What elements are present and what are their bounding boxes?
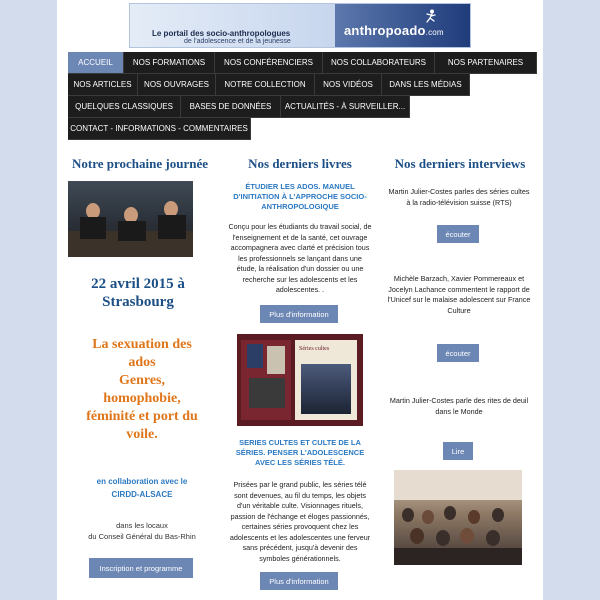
partner-link[interactable]: CIRDD-ALSACE: [111, 490, 173, 499]
nav-row-1: [68, 52, 538, 74]
site-banner[interactable]: [129, 3, 471, 48]
event-date: 22 avril 2015 à Strasbourg: [91, 276, 185, 310]
book2-cover-title: Séries cultes: [299, 346, 330, 352]
nav-bases-donnees[interactable]: BASES DE DONNÉES: [181, 96, 281, 118]
brand-logo-text: anthropoado.com: [344, 23, 444, 38]
banner-tagline: Le portail des socio-anthropologues: [152, 29, 291, 38]
nav-row-3: [68, 96, 538, 118]
interview3-read-button[interactable]: Lire: [443, 442, 473, 460]
nav-contact[interactable]: CONTACT - INFORMATIONS - COMMENTAIRES: [68, 118, 251, 140]
books-column: [223, 143, 377, 172]
brand-figure-icon: [424, 9, 438, 23]
event-topic: La sexuation des ados Genres, homophobie, féminité et port du voile.: [86, 337, 198, 442]
book2-cover-image[interactable]: [237, 334, 363, 426]
nav-classiques[interactable]: QUELQUES CLASSIQUES: [68, 96, 181, 118]
nav-formations[interactable]: NOS FORMATIONS: [124, 52, 215, 74]
interview1-text: Martin Julier-Costes parles des séries cultes à la radio-télévision suisse (RTS): [388, 187, 530, 207]
event-column: [63, 143, 217, 172]
books-heading: Nos derniers livres: [248, 156, 352, 171]
book1-title[interactable]: ÉTUDIER LES ADOS. MANUEL D'INITIATION À L'APPROCHE SOCIO-ANTHROPOLOGIQUE: [233, 182, 367, 211]
event-collaboration: en collaboration avec le CIRDD-ALSACE: [68, 475, 216, 501]
book2-description: Prisées par le grand public, les séries télé sont devenues, au fil du temps, les objets d'un véritable culte. Visionnages rituels, passion de l'échange et éloges passionnés, certaines séries provoquent chez les adolescents et les adolescentes une ferveur sans précédent, jusqu'à devenir des symboles générationnels.: [229, 480, 371, 563]
event-location: dans les locaux du Conseil Général du Bas-Rhin: [88, 521, 196, 541]
nav-medias[interactable]: DANS LES MÉDIAS: [382, 74, 470, 96]
nav-conferenciers[interactable]: NOS CONFÉRENCIERS: [215, 52, 323, 74]
interview1-listen-button[interactable]: écouter: [437, 225, 479, 243]
interviews-heading: Nos derniers interviews: [394, 156, 526, 171]
book1-more-button[interactable]: Plus d'information: [260, 305, 338, 323]
event-heading: Notre prochaine journée: [72, 156, 208, 171]
nav-collaborateurs[interactable]: NOS COLLABORATEURS: [323, 52, 435, 74]
register-button[interactable]: Inscription et programme: [89, 558, 193, 578]
nav-videos[interactable]: NOS VIDÉOS: [315, 74, 382, 96]
nav-articles[interactable]: NOS ARTICLES: [68, 74, 138, 96]
nav-row-2: [68, 74, 538, 96]
nav-row-4: [68, 118, 538, 140]
nav-actualites[interactable]: ACTUALITÉS - À SURVEILLER...: [281, 96, 410, 118]
conference-audience-photo[interactable]: [394, 470, 522, 565]
nav-ouvrages[interactable]: NOS OUVRAGES: [138, 74, 216, 96]
banner-subtagline: de l'adolescence et de la jeunesse: [184, 38, 291, 45]
book2-title[interactable]: SERIES CULTES ET CULTE DE LA SÉRIES. PENSER L'ADOLESCENCE AVEC LES SÉRIES TÉLÉ.: [235, 438, 365, 467]
interview2-listen-button[interactable]: écouter: [437, 344, 479, 362]
main-navigation: [68, 52, 538, 140]
page-container: [57, 0, 543, 600]
interviews-column: [383, 143, 537, 172]
interview3-text: Martin Julier-Costes parle des rites de deuil dans le Monde: [389, 396, 529, 416]
event-photo[interactable]: [68, 181, 193, 257]
book1-description: Conçu pour les étudiants du travail social, de l'enseignement et de la santé, cet ouvrage accompagnera avec clarté et précision tous les professionnels se lançant dans une étude, la réalisation d'un dossier ou une recherche sur les adolescents et les adolescentes. .: [228, 222, 372, 294]
interview2-text: Michèle Barzach, Xavier Pommereaux et Jocelyn Lachance commentent le rapport de l'Unicef sur le malaise adolescent sur France Culture: [387, 274, 531, 315]
book2-more-button[interactable]: Plus d'information: [260, 572, 338, 590]
nav-accueil[interactable]: ACCUEIL: [68, 52, 124, 74]
nav-collection[interactable]: NOTRE COLLECTION: [216, 74, 315, 96]
nav-partenaires[interactable]: NOS PARTENAIRES: [435, 52, 537, 74]
